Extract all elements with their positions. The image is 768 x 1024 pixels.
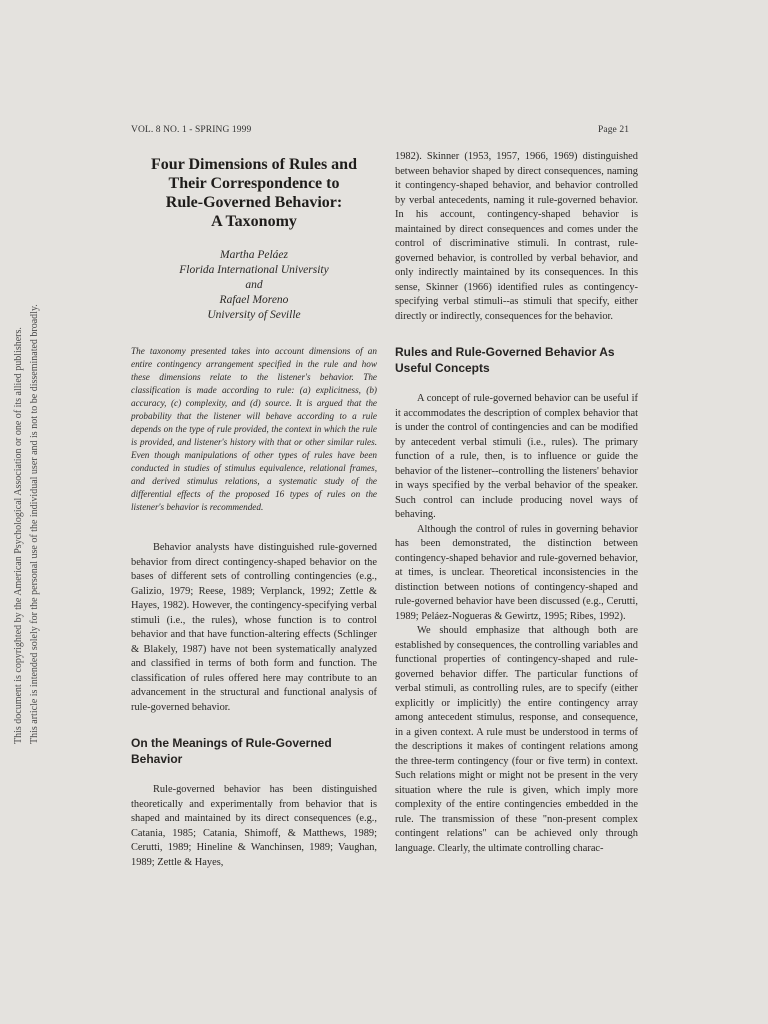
running-head-volume: VOL. 8 NO. 1 - SPRING 1999 [131, 125, 252, 135]
left-column [131, 150, 377, 870]
abstract: The taxonomy presented takes into account dimensions of an entire contingency arrangement specified in the rule and how these dimensions relate to the listener's behavior. The classification is made according to rule: (a) explicitness, (b) accuracy, (c) complexity, and (d) source. It is argued that the probability that the listener will behave according to a rule depends on the type of rule provided, the context in which the rule is provided, and listener's history with that or other similar rules. Even though manipulations of other types of rules have been conducted in studies of stimulus equivalence, relational frames, and derived stimulus relations, a systematic study of the differential effects of the proposed 16 types of rules on the listener's behavior is recommended. [131, 346, 377, 512]
title-line: Their Correspondence to [168, 175, 340, 192]
title-line: Four Dimensions of Rules and [151, 156, 357, 173]
section-heading: On the Meanings of Rule-Governed Behavior [131, 736, 332, 767]
article-title [131, 155, 377, 231]
author-affiliation: University of Seville [207, 309, 301, 321]
author-name: Martha Peláez [219, 249, 289, 261]
watermark-line-1: This document is copyrighted by the American Psychological Association or one of its allied publishers. [13, 327, 24, 744]
body-paragraph: Rule-governed behavior has been distinguished theoretically and experimentally from behavior that is shaped and maintained by its direct consequences (e.g., Catania, 1985; Catania, Shimoff, & Matthews, 1989; Cerutti, 1989; Hineline & Wanchinsen, 1989; Vaughan, 1989; Zettle & Hayes, [131, 784, 377, 868]
author-affiliation: Florida International University [179, 264, 329, 276]
intro-paragraph: Behavior analysts have distinguished rule-governed behavior from direct contingency-shaped behavior on the bases of different sets of controlling contingencies (e.g., Galizio, 1979; Reese, 1989; Verplanck, 1992; Zettle & Hayes, 1982). However, the contingency-specifying verbal stimuli (i.e., the rules), whose function is to control behavior and that have function-altering effects (Schlinger & Blakely, 1987) have not been systematically analyzed and classified in terms of both form and function. The classification of rules offered here may contribute to an advancement in the structural and functional analysis of rule-governed behavior. [131, 542, 377, 713]
right-column [395, 150, 638, 856]
running-head-page: Page 21 [598, 125, 630, 135]
section-heading: Rules and Rule-Governed Behavior As Useful Concepts [395, 345, 615, 375]
title-line: A Taxonomy [211, 213, 297, 230]
body-paragraph: Although the control of rules in governing behavior has been demonstrated, the distinction between contingency-shaped behavior and rule-governed behavior, at times, is unclear. Theoretical inconsistencies in the distinction between notions of contingency-shaped and rule-governed behavior have been discussed (e.g., Cerutti, 1989; Peláez-Nogueras & Gewirtz, 1995; Ribes, 1992). [395, 523, 638, 622]
copyright-watermark [0, 0, 50, 1024]
author-block [131, 248, 377, 323]
body-paragraph: A concept of rule-governed behavior can be useful if it accommodates the description of complex behavior that is under the control of contingencies and can be modified by antecedent verbal stimuli (i.e., rules). The primary function of a rule, then, is to influence or guide the behavior of the listener--controlling the listeners' behavior in ways specified by the verbal behavior of the speaker. Such control can include producing novel ways of behaving. [395, 393, 638, 520]
body-paragraph: We should emphasize that although both are established by consequences, the controlling variables and functional properties of contingency-shaped and rule-governed behavior differ. The particular functions of verbal stimuli, as controlling rules, are to specify (either explicitly or implicitly) the entire contingency array among antecedent stimulus, response, and consequence, in a given context. A rule must be understood in terms of the descriptions it makes of contingent relations among the three-term contingency (four or five term) in context. Such relations might or might not be present in the very situation where the rule is given, which imply more complexity of the entire contingencies embedded in the rule. The transmission of these "non-present complex contingent relations" can be achieved only through language. Clearly, the ultimate controlling charac- [395, 625, 638, 854]
continued-paragraph: 1982). Skinner (1953, 1957, 1966, 1969) distinguished between behavior shaped by direct consequences, naming it contingency-shaped behavior, and behavior controlled by verbal antecedents, naming it rule-governed behavior. In his account, contingency-shaped behavior is maintained by direct consequences and comes under the control of discriminative stimuli. In contrast, rule-governed behavior, is controlled by verbal behavior, and only indirectly maintained by its consequences. In this sense, Skinner (1966) identified rules as contingency-specifying verbal stimuli--as stimuli that specify, either directly or indirectly, consequences for the behavior. [395, 151, 638, 322]
author-name: Rafael Moreno [219, 294, 289, 306]
watermark-line-2: This article is intended solely for the personal use of the individual user and is not to be disseminated broadly. [29, 304, 40, 744]
title-line: Rule-Governed Behavior: [165, 194, 343, 211]
author-conjunction: and [245, 279, 263, 291]
